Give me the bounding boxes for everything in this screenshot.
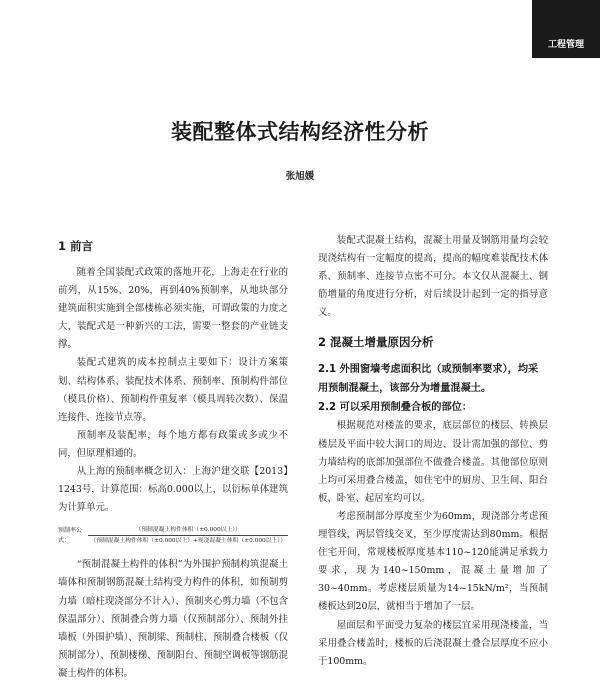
section-heading-concrete: 2 混凝土增量原因分析 (318, 335, 434, 350)
paragraph: 装配式混凝土结构，混凝土用量及钢筋用量均会较现浇结构有一定幅度的提高，提高的幅度难装配技术体系、预制率、连接节点密不可分。本文仅从混凝土、钢筋增量的角度进行分析，对后续设计起到一定的指导意义。 (318, 235, 548, 319)
paragraph: 根据规范对楼盖的要求，底层部位的楼层、转换层楼层及平面中较大洞口的周边、设计需加强的部位、剪力墙结构的底部加强部位不做叠合楼盖。其他部位原则上均可采用叠合楼盖，如住宅中的厨房、卫生间、阳台板、卧室、起居室均可以。 (318, 420, 548, 504)
paragraph: 考虑预制部分厚度至少为60mm，现浇部分考虑预埋管线，两层管线交叉，至少厚度需达到80mm。根据住宅开间，常规楼板厚度基本110~120能满足承载力要求，现为140~150mm，混凝土量增加了30~40mm。考虑楼层质量为14~15kN/m²，当预制楼板达到20层，就相当于增加了一层。 (318, 510, 548, 613)
section-tag: 工程管理 (532, 0, 600, 58)
formula-table (58, 525, 288, 546)
formula-denominator: （预制混凝土构件体积（±0.000以上）+现浇混凝土体积（±0.000以上）） (90, 538, 286, 545)
right-column (318, 232, 548, 671)
paragraph: “预制混凝土构件的体积”为外围护预制构筑混凝土墙体和预制钢筋混凝土结构受力构件的体积，如预制剪力墙（暗柱现浇部分不计入）、预制夹心剪力墙（不包含保温部分）、预制叠合剪力墙（仅预制部分）、预制外挂墙板（外围护墙）、预制梁、预制柱、预制叠合楼板（仅预制部分）、预制楼梯、预制阳台、预制空调板等钢筋混凝土构件的体积。 (58, 559, 288, 679)
paragraph: 随着全国装配式政策的落地开花，上海走在行业的前列，从15%、20%，再到40%预制率，从地块部分建筑面积实施到全部楼栋必须实施，可谓政策的力度之大，装配式是一种新兴的工法，需要一整套的产业链支撑。 (58, 267, 288, 351)
author-name: 张旭媛 (285, 171, 315, 182)
formula-numerator: （预制混凝土构件体积（±0.000以上）） (88, 525, 288, 536)
paragraph: 预制率及装配率，每个地方都有政策或多或少不同，但原理相通的。 (58, 429, 288, 459)
subsection-heading: 2.1 外围窗墙考虑面积比（或预制率要求），均采用预制混凝土，该部分为增量混凝土。 (318, 364, 539, 395)
formula-label: 预制率公式： (58, 526, 83, 544)
section-heading-intro: 1 前言 (58, 239, 94, 253)
paragraph: 屋面层和平面受力复杂的楼层宜采用现浇楼盖，当采用叠合楼盖时，楼板的后浇混凝土叠合层厚度不应小于100mm。 (318, 619, 548, 667)
paragraph: 装配式建筑的成本控制点主要如下：设计方案策划、结构体系、装配技术体系、预制率、预制构件部位（模具价格）、预制构件重复率（模具周转次数）、保温连接件、连接节点等。 (58, 357, 288, 423)
paragraph: 从上海的预制率概念切入：上海沪建交联【2013】1243号，计算范围：标高0.000以上，以衍标单体建筑为计算单元。 (58, 466, 288, 514)
article-title: 装配整体式结构经济性分析 (171, 120, 429, 144)
subsection-heading: 2.2 可以采用预制叠合板的部位： (318, 402, 473, 414)
left-column (58, 232, 288, 683)
